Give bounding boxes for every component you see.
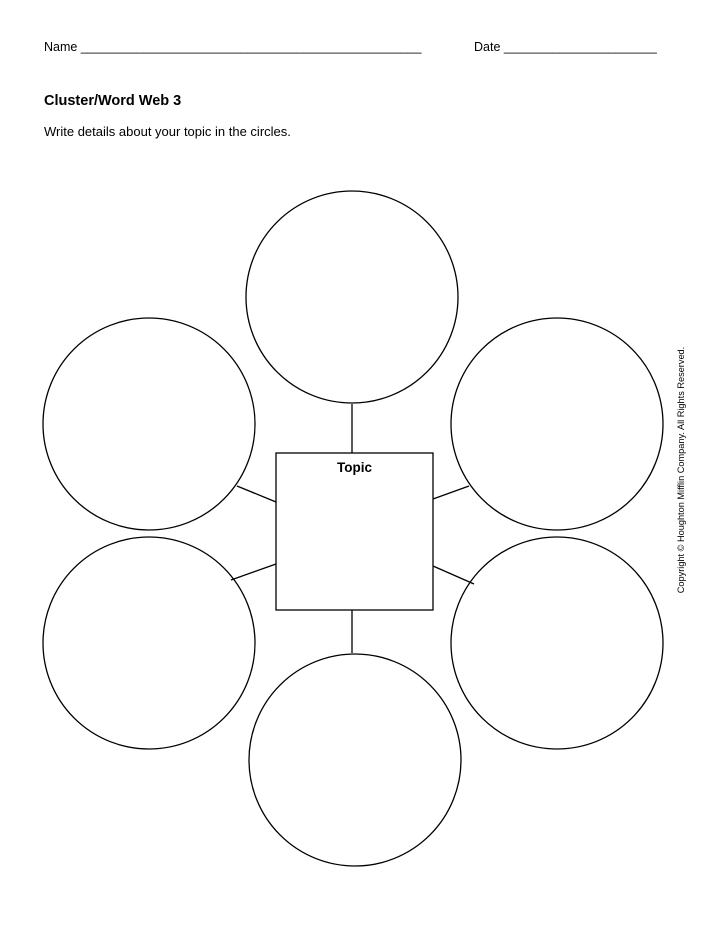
- detail-circle-lower-right[interactable]: [451, 537, 663, 749]
- detail-circle-upper-right[interactable]: [451, 318, 663, 530]
- connector-lower-left: [231, 564, 276, 580]
- detail-circle-lower-left[interactable]: [43, 537, 255, 749]
- date-field-label[interactable]: Date ______________________: [474, 40, 657, 54]
- detail-circle-top[interactable]: [246, 191, 458, 403]
- page-title: Cluster/Word Web 3: [44, 93, 182, 109]
- detail-circle-bottom[interactable]: [249, 654, 461, 866]
- name-field-label[interactable]: Name _________________________________________________: [44, 40, 422, 54]
- detail-circle-upper-left[interactable]: [43, 318, 255, 530]
- connector-upper-right: [433, 486, 469, 499]
- copyright-text: Copyright © Houghton Mifflin Company. All Rights Reserved.: [676, 346, 686, 594]
- topic-box[interactable]: [276, 453, 433, 610]
- instructions-text: Write details about your topic in the circles.: [44, 124, 291, 139]
- connector-upper-left: [237, 486, 276, 502]
- topic-label: Topic: [337, 460, 372, 475]
- connector-lower-right: [433, 566, 474, 584]
